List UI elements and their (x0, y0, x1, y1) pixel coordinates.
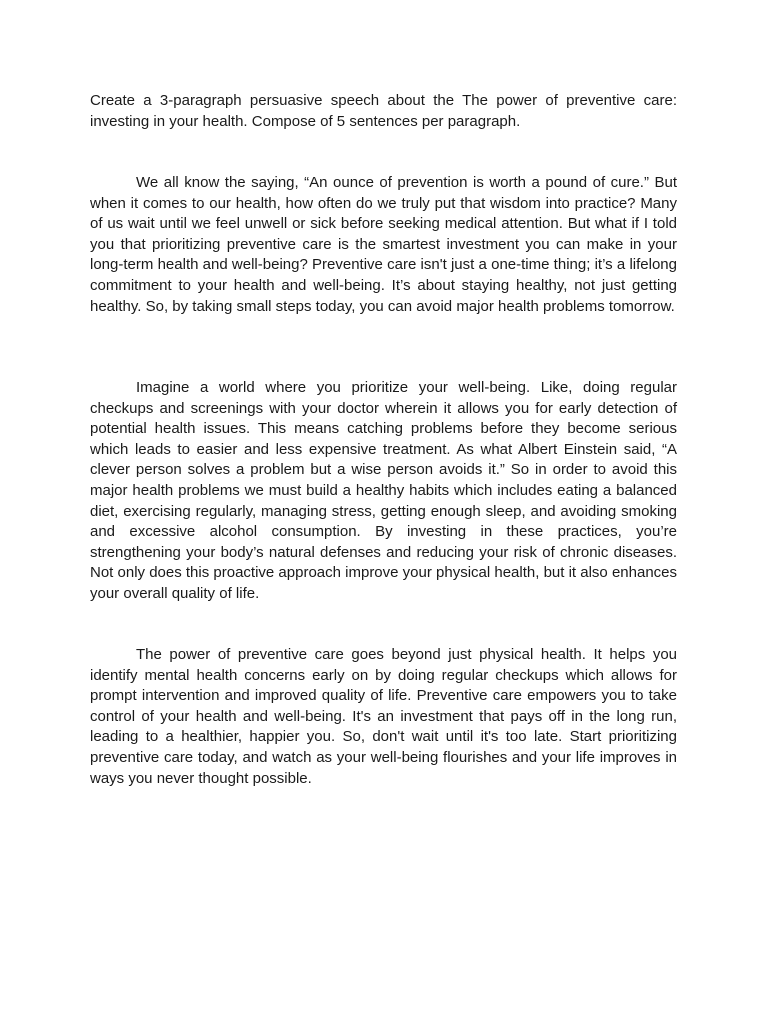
speech-paragraph-2: Imagine a world where you prioritize your well-being. Like, doing regular checkups and screenings with your doctor wherein it allows you for early detection of potential health issues. This means catching problems before they become serious which leads to easier and less expensive treatment. As what Albert Einstein said, “A clever person solves a problem but a wise person avoids it.” So in order to avoid this major health problems we must build a healthy habits which includes eating a balanced diet, exercising regularly, managing stress, getting enough sleep, and avoiding smoking and excessive alcohol consumption. By investing in these practices, you’re strengthening your body’s natural defenses and reducing your risk of chronic diseases. Not only does this proactive approach improve your physical health, but it also enhances your overall quality of life. (90, 379, 677, 602)
speech-paragraph-1: We all know the saying, “An ounce of prevention is worth a pound of cure.” But when it comes to our health, how often do we truly put that wisdom into practice? Many of us wait until we feel unwell or sick before seeking medical attention. But what if I told you that prioritizing preventive care is the smartest investment you can make in your long-term health and well-being? Preventive care isn't just a one-time thing; it’s a lifelong commitment to your health and well-being. It’s about staying healthy, not just getting healthy. So, by taking small steps today, you can avoid major health problems tomorrow. (90, 174, 677, 315)
prompt-text: Create a 3-paragraph persuasive speech about the The power of preventive care: investing in your health. Compose of 5 sentences per paragraph. (90, 92, 677, 130)
speech-paragraph-3: The power of preventive care goes beyond just physical health. It helps you identify mental health concerns early on by doing regular checkups which allows for prompt intervention and improved quality of life. Preventive care empowers you to take control of your health and well-being. It's an investment that pays off in the long run, leading to a healthier, happier you. So, don't wait until it's too late. Start prioritizing preventive care today, and watch as your well-being flourishes and your life improves in ways you never thought possible. (90, 646, 677, 787)
